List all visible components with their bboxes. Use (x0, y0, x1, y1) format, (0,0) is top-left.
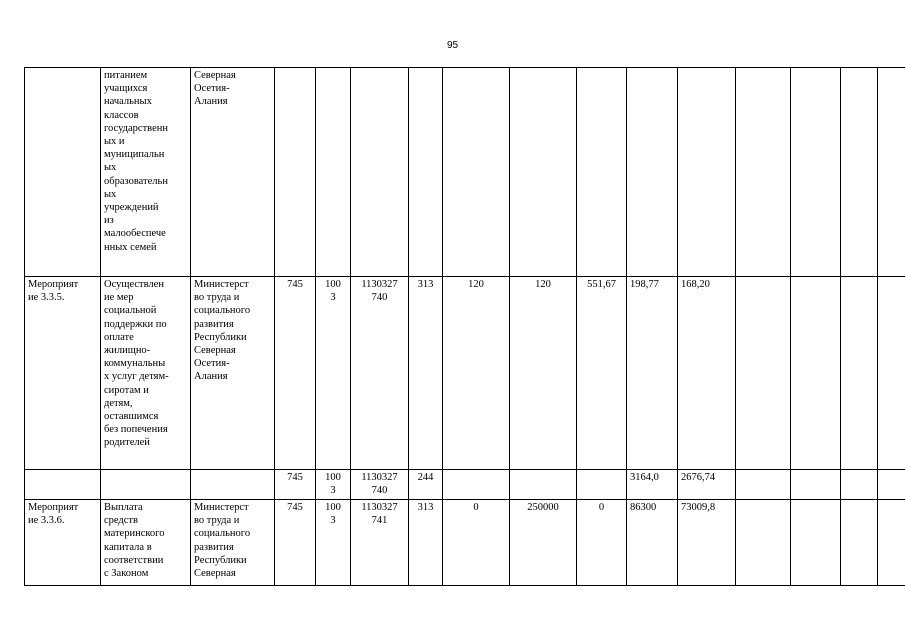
value-cell: 168,20 (678, 277, 736, 470)
value-cell (627, 68, 678, 277)
code-cell: 745 (275, 500, 316, 586)
code-cell: 244 (409, 470, 443, 500)
code-cell: 745 (275, 277, 316, 470)
value-cell: 0 (443, 500, 510, 586)
description-cell: питанием учащихся начальных классов государственн ых и муниципальн ых образовательн ых учреждений из малообеспече нных семей (101, 68, 191, 277)
value-cell (878, 500, 905, 586)
budget-table (24, 67, 905, 586)
value-cell (510, 68, 577, 277)
value-cell: 86300 (627, 500, 678, 586)
measure-cell: Мероприят ие 3.3.5. (25, 277, 101, 470)
value-cell (841, 68, 878, 277)
value-cell (577, 68, 627, 277)
table-row (25, 470, 905, 500)
value-cell: 0 (577, 500, 627, 586)
executor-cell: Министерст во труда и социального развития Республики Северная (191, 500, 275, 586)
code-cell (275, 68, 316, 277)
value-cell (878, 277, 905, 470)
measure-cell (25, 68, 101, 277)
value-cell (791, 68, 841, 277)
executor-cell: Министерст во труда и социального развития Республики Северная Осетия- Алания (191, 277, 275, 470)
value-cell (736, 500, 791, 586)
description-cell (101, 470, 191, 500)
value-cell (736, 277, 791, 470)
page-number: 95 (446, 40, 459, 51)
code-cell: 1130327 741 (351, 500, 409, 586)
value-cell (841, 470, 878, 500)
value-cell (791, 277, 841, 470)
value-cell: 551,67 (577, 277, 627, 470)
value-cell (736, 470, 791, 500)
value-cell (443, 68, 510, 277)
code-cell: 1130327 740 (351, 470, 409, 500)
value-cell: 3164,0 (627, 470, 678, 500)
description-cell: Осуществлен ие мер социальной поддержки по оплате жилищно- коммунальны х услуг детям- сиротам и детям, оставшимся без попечения родителей (101, 277, 191, 470)
measure-cell (25, 470, 101, 500)
code-cell: 313 (409, 277, 443, 470)
code-cell: 745 (275, 470, 316, 500)
code-cell: 100 3 (316, 470, 351, 500)
value-cell: 120 (443, 277, 510, 470)
value-cell (841, 277, 878, 470)
executor-cell: Северная Осетия- Алания (191, 68, 275, 277)
value-cell: 120 (510, 277, 577, 470)
value-cell: 198,77 (627, 277, 678, 470)
value-cell (577, 470, 627, 500)
code-cell: 1130327 740 (351, 277, 409, 470)
value-cell (510, 470, 577, 500)
code-cell: 100 3 (316, 277, 351, 470)
value-cell: 73009,8 (678, 500, 736, 586)
value-cell (678, 68, 736, 277)
value-cell (791, 500, 841, 586)
table-row (25, 277, 905, 470)
value-cell (443, 470, 510, 500)
code-cell (409, 68, 443, 277)
executor-cell (191, 470, 275, 500)
value-cell: 250000 (510, 500, 577, 586)
value-cell (736, 68, 791, 277)
code-cell (351, 68, 409, 277)
table-row (25, 500, 905, 586)
value-cell (841, 500, 878, 586)
value-cell (878, 68, 905, 277)
value-cell (878, 470, 905, 500)
code-cell: 100 3 (316, 500, 351, 586)
value-cell (791, 470, 841, 500)
code-cell: 313 (409, 500, 443, 586)
value-cell: 2676,74 (678, 470, 736, 500)
code-cell (316, 68, 351, 277)
description-cell: Выплата средств материнского капитала в соответствии с Законом (101, 500, 191, 586)
table-row (25, 68, 905, 277)
measure-cell: Мероприят ие 3.3.6. (25, 500, 101, 586)
